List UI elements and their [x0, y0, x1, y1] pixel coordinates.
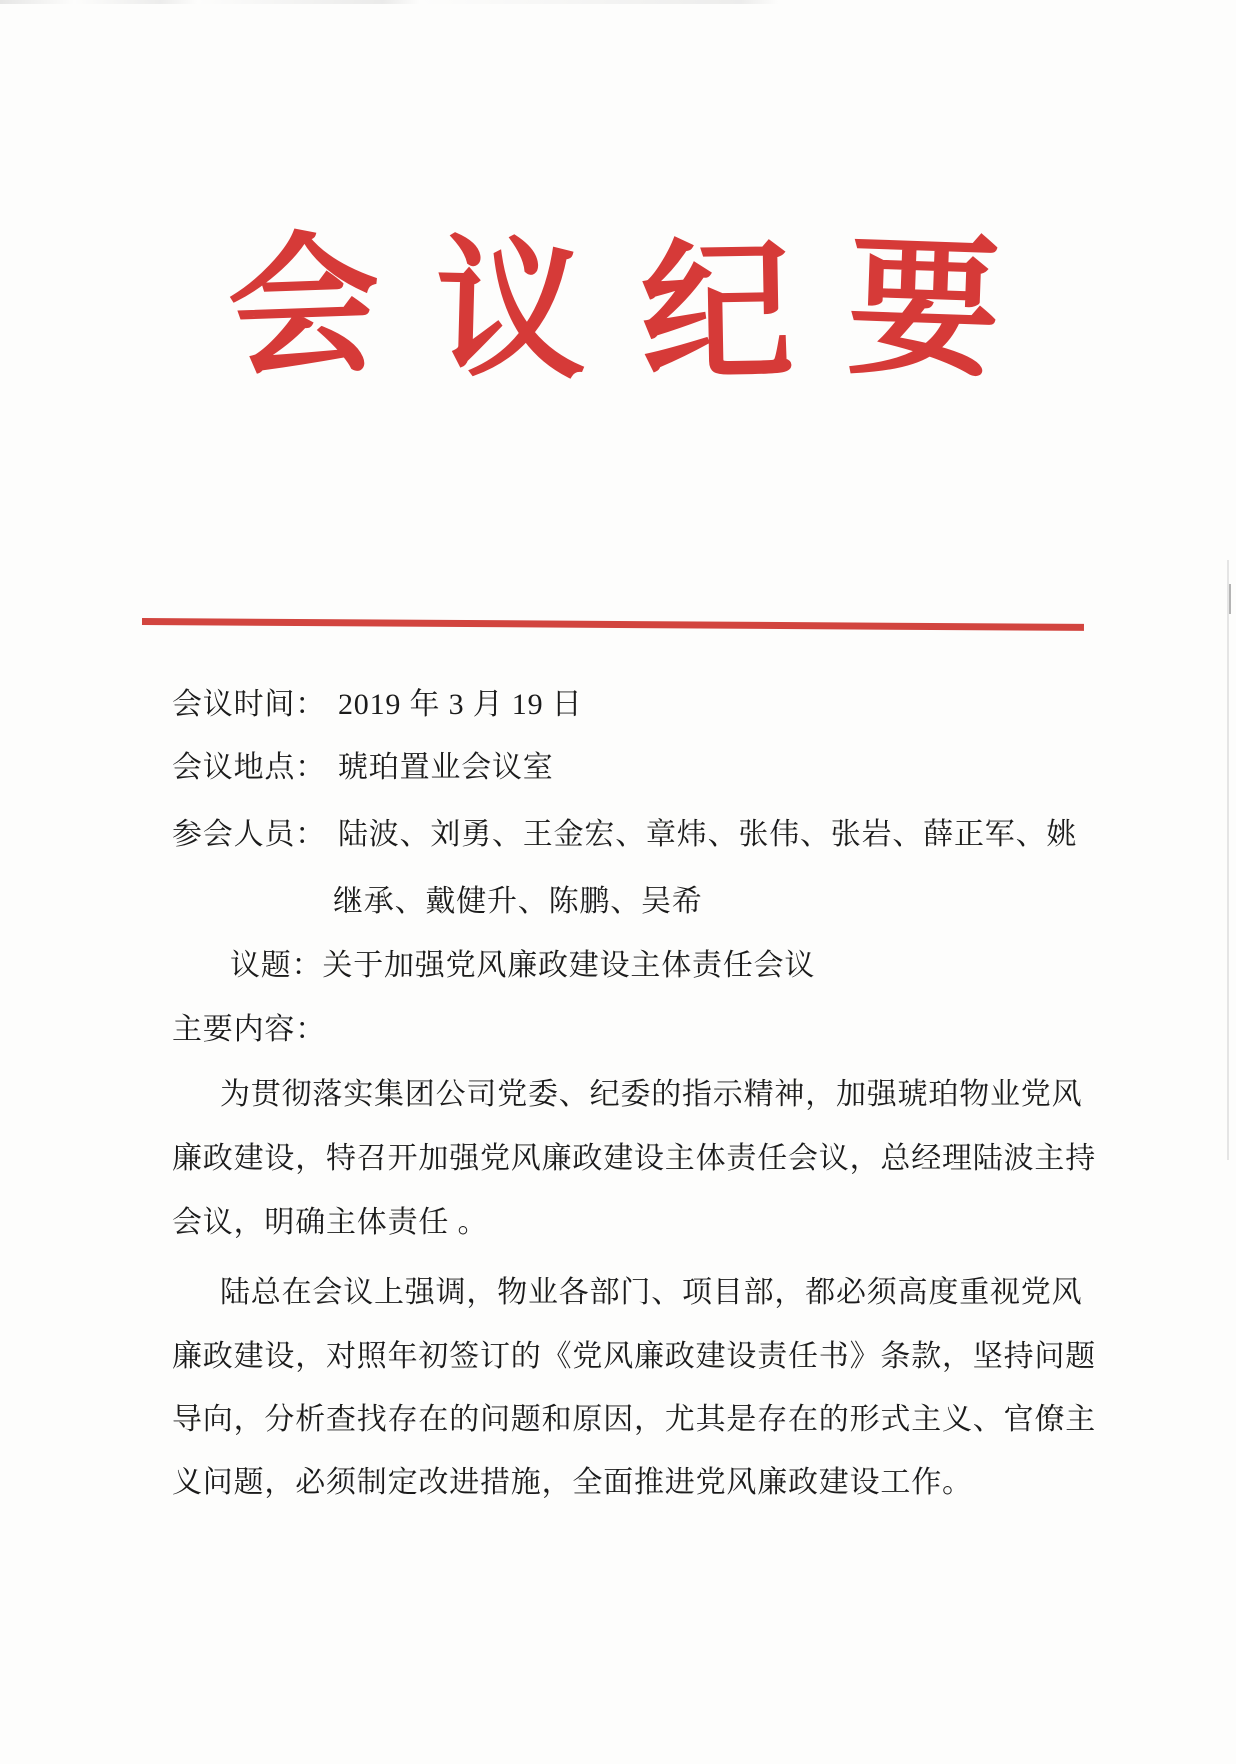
- attendees-row: [172, 817, 1087, 853]
- scan-edge-artifact-right: [1227, 560, 1229, 1160]
- meeting-location-row: [172, 750, 1087, 786]
- meeting-time-value: 2019 年 3 月 19 日: [338, 688, 583, 721]
- title-char-2: 议: [432, 218, 589, 401]
- scan-edge-artifact: [0, 0, 1236, 4]
- document-title: [224, 213, 1003, 403]
- paragraph2-line2: 廉政建设，对照年初签订的《党风廉政建设责任书》条款，坚持问题: [172, 1340, 1096, 1373]
- paragraph2-line1: 陆总在会议上强调，物业各部门、项目部，都必须高度重视党风: [220, 1276, 1083, 1309]
- title-divider-rule: [142, 618, 1084, 631]
- scan-edge-artifact-tick: [1229, 584, 1231, 614]
- paragraph1-line2: 廉政建设，特召开加强党风廉政建设主体责任会议，总经理陆波主持: [172, 1142, 1096, 1175]
- paragraph1-line3: 会议，明确主体责任 。: [172, 1206, 489, 1239]
- paragraph1-line1: 为贯彻落实集团公司党委、纪委的指示精神，加强琥珀物业党风: [220, 1078, 1083, 1111]
- paragraph2-line4: 义问题，必须制定改进措施，全面推进党风廉政建设工作。: [172, 1466, 973, 1499]
- title-char-4: 要: [844, 215, 1003, 400]
- meeting-time-row: [172, 687, 1087, 723]
- attendees-label: 参会人员：: [172, 818, 326, 851]
- title-char-1: 会: [224, 213, 384, 398]
- attendees-value-line2: 继承、戴健升、陈鹏、吴希: [333, 885, 703, 918]
- topic-label: 议题：: [230, 949, 323, 982]
- topic-value: 关于加强党风廉政建设主体责任会议: [322, 949, 816, 982]
- meeting-location-value: 琥珀置业会议室: [338, 751, 554, 784]
- attendees-value-line1: 陆波、刘勇、王金宏、章炜、张伟、张岩、薛正军、姚: [338, 818, 1078, 851]
- topic-row: [230, 948, 1145, 984]
- meeting-time-label: 会议时间：: [172, 688, 326, 721]
- main-content-label: 主要内容：: [172, 1013, 326, 1046]
- paragraph2-line3: 导向，分析查找存在的问题和原因，尤其是存在的形式主义、官僚主: [172, 1403, 1096, 1436]
- title-char-3: 纪: [639, 220, 795, 403]
- meeting-location-label: 会议地点：: [172, 751, 326, 784]
